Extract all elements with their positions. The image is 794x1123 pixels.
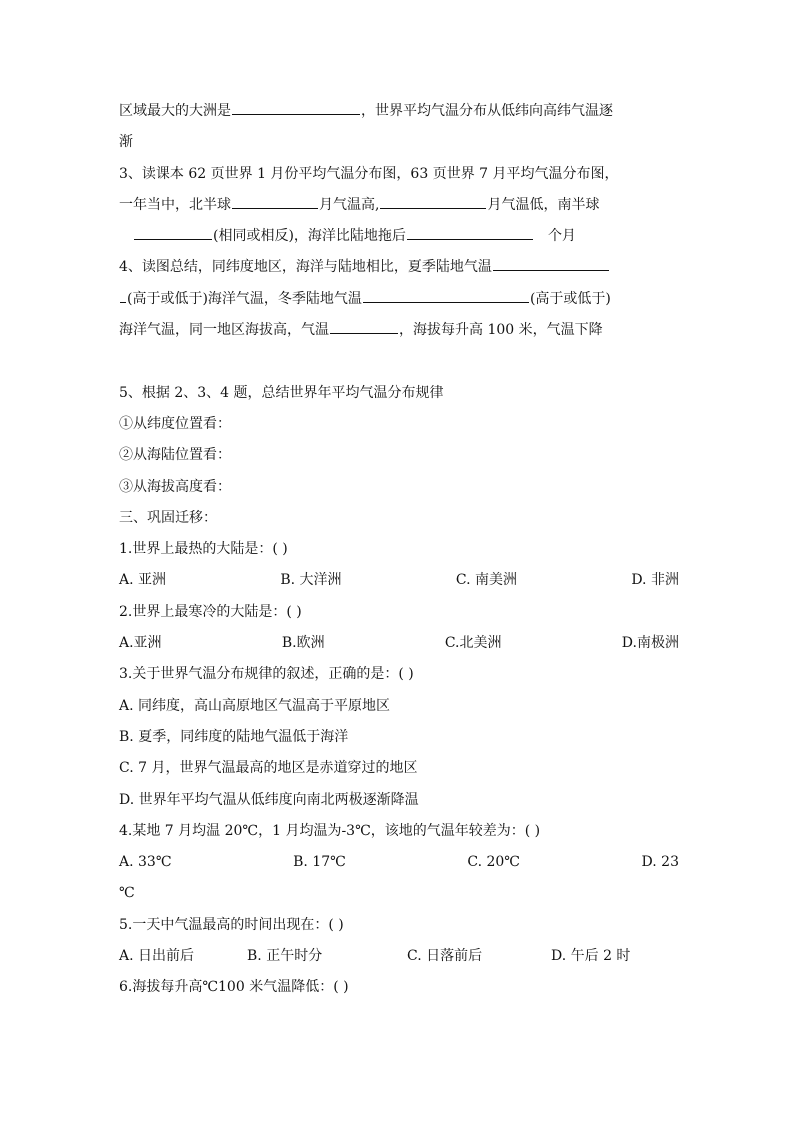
worksheet-page [119,96,679,1004]
question-2-options [119,628,679,659]
text-line-9 [119,378,679,409]
text-line-12 [119,472,679,503]
answer-blank[interactable] [407,221,533,240]
option-a[interactable]: A. 日出前后 [119,948,195,965]
question-5 [119,910,679,941]
question-1 [119,534,679,565]
question-text: 6.海拔每升高℃100 米气温降低：( ) [119,979,349,996]
text-segment: 5、根据 2、3、4 题，总结世界年平均气温分布规律 [119,384,444,401]
option-a[interactable]: A. 同纬度，高山高原地区气温高于平原地区 [119,697,391,714]
question-1-options [119,565,679,596]
text-line-1 [119,96,679,127]
question-text: 2.世界上最寒冷的大陆是：( ) [119,603,302,620]
text-segment: 三、巩固迁移： [119,509,217,526]
text-segment: (相同或相反)，海洋比陆地拖后 [213,228,406,245]
text-line-2 [119,127,679,158]
text-line-7 [119,284,679,315]
text-segment: 3、读课本 62 页世界 1 月份平均气温分布图，63 页世界 7 月平均气温分布图， [119,165,619,182]
question-5-options [119,941,679,972]
text-line-5 [119,221,679,252]
answer-blank[interactable] [134,221,212,240]
text-line-8 [119,315,679,346]
answer-blank[interactable] [493,252,609,271]
option-a[interactable]: A. 亚洲 [119,572,167,589]
option-c[interactable]: C. 日落前后 [407,948,483,965]
text-line-6 [119,252,679,283]
question-4-option-continuation [119,878,679,909]
text-segment: 月气温高, [319,196,380,213]
text-line-3 [119,159,679,190]
option-d[interactable]: D. 23 [641,854,679,871]
option-c[interactable]: C. 南美洲 [455,572,517,589]
option-c[interactable]: C.北美洲 [444,635,502,652]
text-segment: 4、读图总结，同纬度地区，海洋与陆地相比，夏季陆地气温 [119,259,492,276]
text-segment: (高于或低于) [529,290,611,307]
text-segment: 一年当中，北半球 [119,196,231,213]
option-d[interactable]: D. 世界年平均气温从低纬度向南北两极逐渐降温 [119,791,419,808]
option-c[interactable]: C. 7 月，世界气温最高的地区是赤道穿过的地区 [119,760,418,777]
option-d[interactable]: D. 午后 2 时 [551,948,631,965]
answer-blank[interactable] [232,190,318,209]
question-4 [119,816,679,847]
answer-blank[interactable] [232,96,360,115]
option-b[interactable]: B. 大洋洲 [280,572,342,589]
text-segment: 渐 [119,134,133,151]
text-line-11 [119,440,679,471]
option-b[interactable]: B.欧洲 [281,635,325,652]
question-text: 1.世界上最热的大陆是：( ) [119,541,288,558]
spacer [119,346,679,377]
question-text: 4.某地 7 月均温 20℃，1 月均温为-3℃，该地的气温年较差为：( ) [119,822,541,839]
text-segment: ，海拔每升高 100 米，气温下降 [399,322,603,339]
question-text: 3.关于世界气温分布规律的叙述，正确的是：( ) [119,666,414,683]
option-a[interactable]: A. 33℃ [119,854,172,871]
text-segment: (高于或低于)海洋气温，冬季陆地气温 [127,290,362,307]
option-d[interactable]: D. 非洲 [631,572,679,589]
option-c[interactable]: C. 20℃ [467,854,520,871]
text-segment: ℃ [119,885,135,902]
text-segment: 个月 [547,228,576,245]
text-segment: 区域最大的大洲是 [119,103,231,119]
option-b[interactable]: B. 正午时分 [247,948,323,965]
option-d[interactable]: D.南极洲 [621,635,679,652]
text-line-4 [119,190,679,221]
text-line-10 [119,409,679,440]
answer-blank[interactable] [330,315,398,334]
section-heading [119,503,679,534]
answer-blank[interactable] [380,190,486,209]
text-segment: ②从海陆位置看： [119,447,231,464]
text-segment: ，世界平均气温分布从低纬向高纬气温逐 [361,103,613,119]
question-text: 5.一天中气温最高的时间出现在：( ) [119,916,344,933]
question-2 [119,597,679,628]
question-3 [119,659,679,690]
text-segment: ①从纬度位置看： [119,415,231,432]
answer-blank[interactable] [120,284,126,303]
question-6 [119,972,679,1003]
text-segment: ③从海拔高度看： [119,478,231,495]
option-b[interactable]: B. 夏季，同纬度的陆地气温低于海洋 [119,728,349,745]
answer-blank[interactable] [363,284,529,303]
question-4-options [119,847,679,878]
text-segment: 海洋气温，同一地区海拔高，气温 [119,322,329,339]
option-a[interactable]: A.亚洲 [119,635,162,652]
option-b[interactable]: B. 17℃ [293,854,346,871]
text-segment: 月气温低，南半球 [487,196,600,213]
